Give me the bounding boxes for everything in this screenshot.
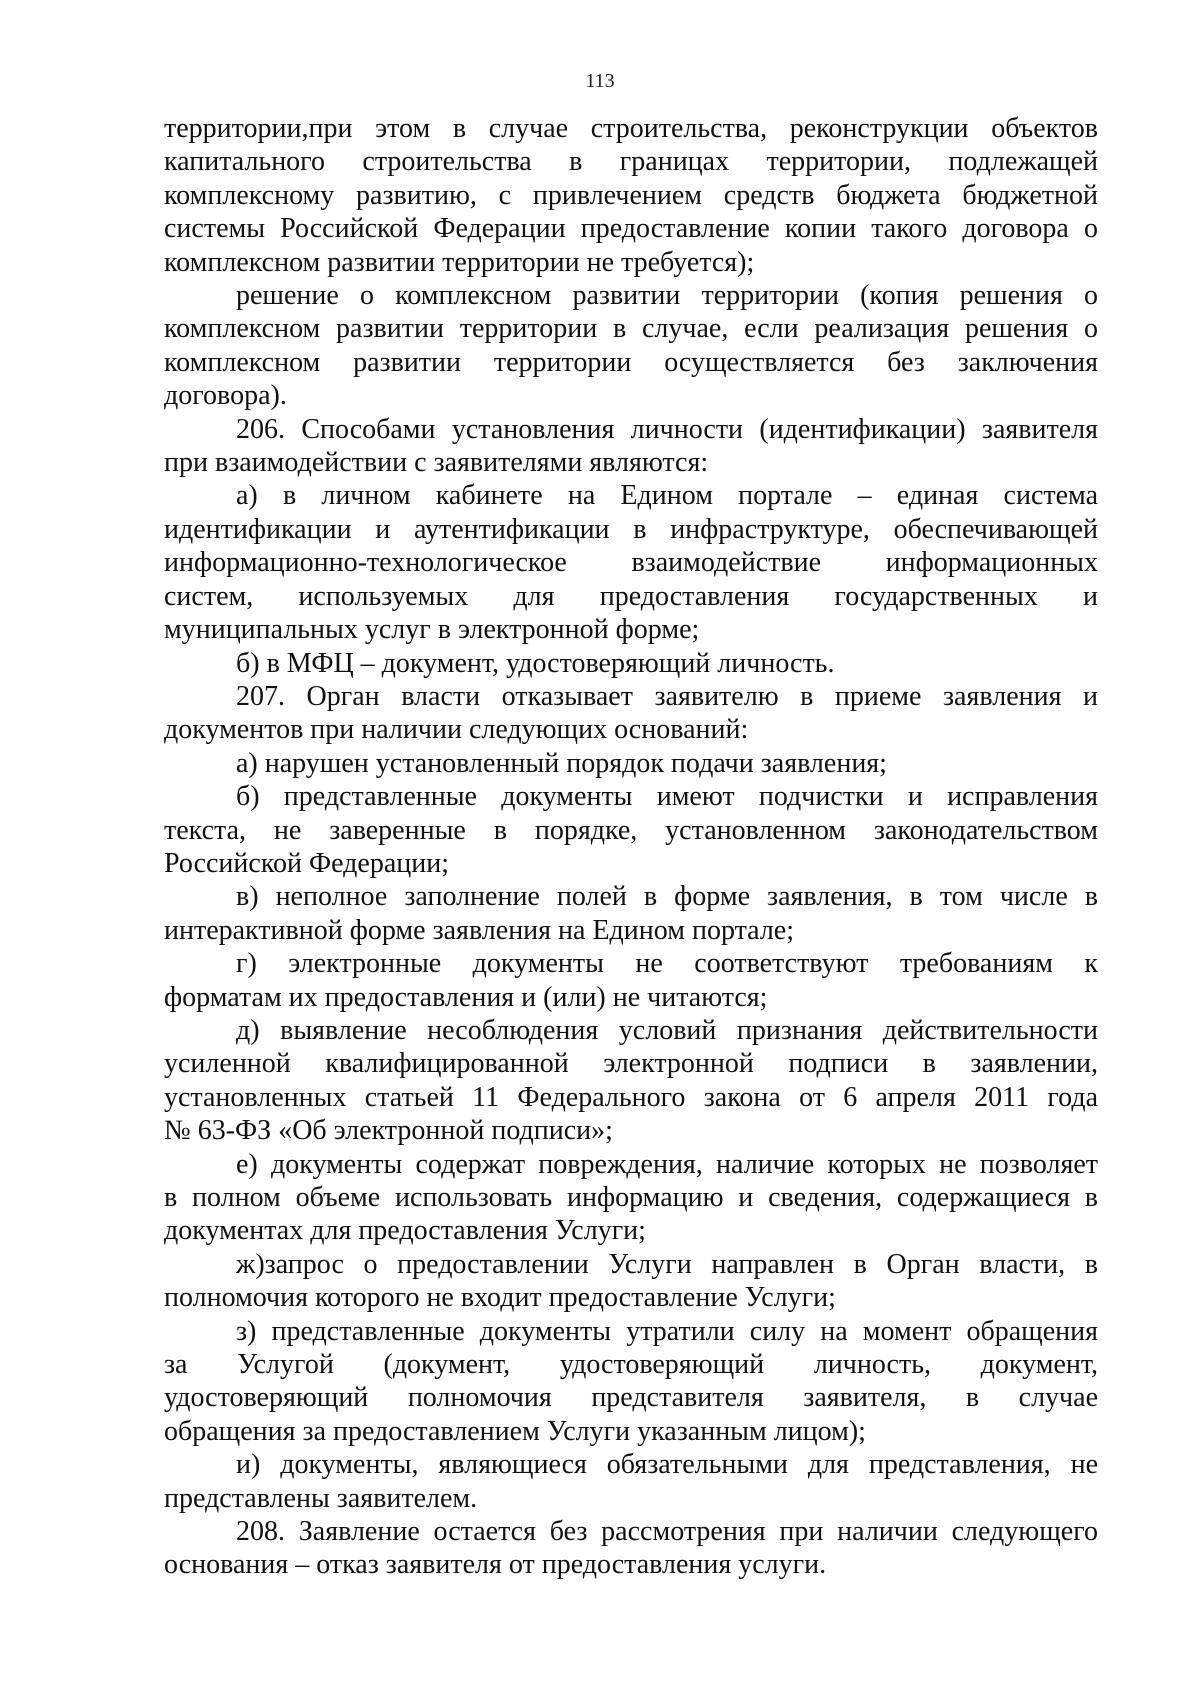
text-line: муниципальных услуг в электронной форме;	[164, 614, 700, 646]
text-line: полномочия которого не входит предоставление Услуги;	[164, 1282, 836, 1314]
text-line: ж)запрос о предоставлении Услуги направлен в Орган власти, в	[236, 1248, 1098, 1280]
text-line: б) представленные документы имеют подчистки и исправления	[236, 781, 1098, 813]
text-line: форматам их предоставления и (или) не читаются;	[164, 981, 768, 1013]
text-line: комплексном развитии территории осуществляется без заключения	[164, 346, 1098, 378]
text-line: установленных статьей 11 Федерального закона от 6 апреля 2011 года	[164, 1081, 1098, 1113]
text-line: а) в личном кабинете на Едином портале – единая система	[236, 480, 1098, 512]
text-line: з) представленные документы утратили силу на момент обращения	[236, 1315, 1098, 1347]
text-line: 208. Заявление остается без рассмотрения при наличии следующего	[236, 1516, 1098, 1548]
text-line: документах для предоставления Услуги;	[164, 1215, 646, 1247]
document-body	[164, 112, 1098, 1582]
text-line: капитального строительства в границах территории, подлежащей	[164, 146, 1098, 178]
text-line: интерактивной форме заявления на Едином портале;	[164, 914, 794, 946]
text-line: № 63-ФЗ «Об электронной подписи»;	[164, 1115, 613, 1147]
text-line: 206. Способами установления личности (идентификации) заявителя	[236, 413, 1098, 445]
text-line: при взаимодействии с заявителями являются:	[164, 447, 709, 479]
text-line: решение о комплексном развитии территории (копия решения о	[236, 280, 1098, 312]
text-line: информационно-технологическое взаимодействие информационных	[164, 547, 1098, 579]
text-line: систем, используемых для предоставления государственных и	[164, 580, 1098, 612]
text-line: комплексному развитию, с привлечением средств бюджета бюджетной	[164, 179, 1098, 211]
text-line: комплексном развитии территории не требуется);	[164, 246, 755, 278]
text-line: д) выявление несоблюдения условий признания действительности	[236, 1014, 1098, 1046]
text-line: комплексном развитии территории в случае, если реализация решения о	[164, 313, 1098, 345]
text-line: за Услугой (документ, удостоверяющий личность, документ,	[164, 1349, 1098, 1381]
text-line: основания – отказ заявителя от предоставления услуги.	[164, 1549, 827, 1581]
text-line: а) нарушен установленный порядок подачи заявления;	[236, 747, 887, 779]
text-line: договора).	[164, 380, 287, 412]
text-line: удостоверяющий полномочия представителя заявителя, в случае	[164, 1382, 1098, 1414]
text-line: е) документы содержат повреждения, наличие которых не позволяет	[236, 1148, 1098, 1180]
text-line: 207. Орган власти отказывает заявителю в приеме заявления и	[236, 680, 1098, 712]
text-line: б) в МФЦ – документ, удостоверяющий личность.	[236, 647, 835, 679]
text-line: Российской Федерации;	[164, 847, 450, 879]
text-line: представлены заявителем.	[164, 1482, 478, 1514]
text-line: усиленной квалифицированной электронной подписи в заявлении,	[164, 1048, 1098, 1080]
text-line: г) электронные документы не соответствуют требованиям к	[236, 948, 1098, 980]
text-line: и) документы, являющиеся обязательными для представления, не	[236, 1449, 1098, 1481]
text-line: системы Российской Федерации предоставление копии такого договора о	[164, 213, 1098, 245]
text-line: идентификации и аутентификации в инфраструктуре, обеспечивающей	[164, 513, 1098, 545]
text-line: обращения за предоставлением Услуги указанным лицом);	[164, 1415, 866, 1447]
page-number: 113	[585, 70, 615, 92]
text-line: документов при наличии следующих оснований:	[164, 714, 749, 746]
text-line: территории,при этом в случае строительства, реконструкции объектов	[164, 113, 1098, 144]
text-line: в полном объеме использовать информацию и сведения, содержащиеся в	[164, 1182, 1098, 1213]
text-line: в) неполное заполнение полей в форме заявления, в том числе в	[236, 881, 1098, 913]
text-line: текста, не заверенные в порядке, установленном законодательством	[164, 814, 1098, 846]
